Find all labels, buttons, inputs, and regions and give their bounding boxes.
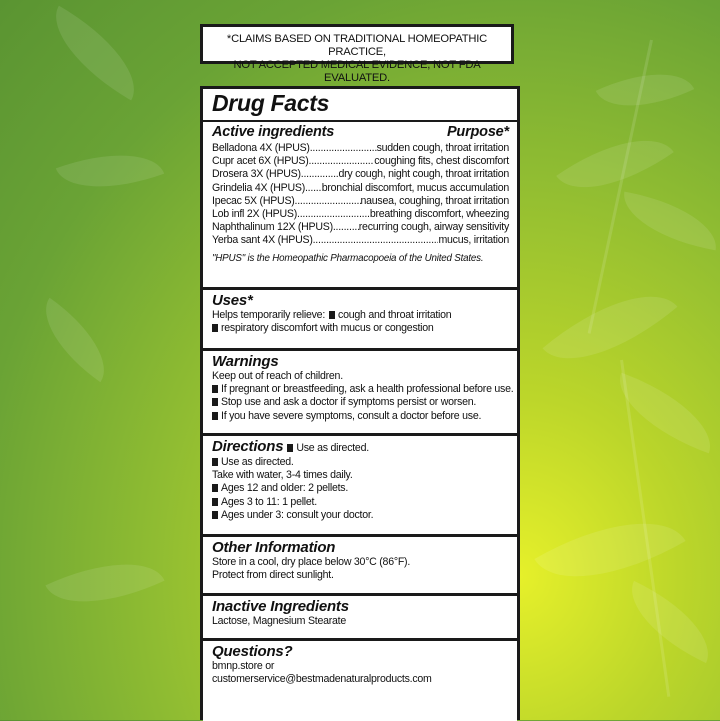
directions-section — [203, 436, 517, 534]
disclaimer-line: NOT ACCEPTED MEDICAL EVIDENCE, NOT FDA EVALUATED. — [233, 59, 481, 84]
ingredient-row — [212, 195, 509, 208]
inactive-text: Lactose, Magnesium Stearate — [212, 615, 346, 627]
direction-item: Ages under 3: consult your doctor. — [212, 509, 509, 522]
direction-item: Ages 12 and older: 2 pellets. — [212, 482, 509, 495]
disclaimer-box — [200, 24, 514, 84]
leader-dots — [301, 168, 339, 181]
ingredient-name: Ipecac 5X (HPUS) — [212, 194, 295, 207]
leaf-shape — [534, 489, 685, 611]
ingredient-row — [212, 221, 509, 234]
leader-dots — [333, 221, 359, 234]
ingredient-name: Cupr acet 6X (HPUS) — [212, 155, 309, 168]
disclaimer-line: *CLAIMS BASED ON TRADITIONAL HOMEOPATHIC PRACTICE, — [226, 33, 488, 58]
leader-dots — [297, 208, 370, 221]
uses-heading: Uses* — [212, 292, 253, 309]
questions-line: bmnp.store or — [212, 660, 275, 672]
inactive-heading: Inactive Ingredients — [212, 598, 349, 615]
uses-section — [203, 290, 517, 348]
purpose-label: Purpose* — [446, 124, 509, 140]
direction-item: Ages 3 to 11: 1 pellet. — [212, 496, 509, 509]
ingredient-name: Grindelia 4X (HPUS) — [212, 181, 305, 194]
directions-line: Use as directed. — [212, 456, 509, 469]
active-ingredients-label: Active ingredients — [212, 124, 335, 140]
leader-dots — [313, 234, 439, 247]
directions-list — [212, 482, 509, 522]
ingredient-purpose: coughing fits, chest discomfort — [374, 155, 509, 168]
other-info-section — [203, 537, 517, 593]
leader-dots — [310, 142, 377, 155]
other-info-line: Protect from direct sunlight. — [212, 569, 334, 582]
drug-facts-panel — [200, 86, 520, 720]
leaf-shape — [56, 134, 164, 208]
uses-item: cough and throat irritation — [338, 309, 452, 321]
ingredient-name: Yerba sant 4X (HPUS) — [212, 234, 313, 247]
ingredient-row — [212, 155, 509, 168]
ingredient-purpose: mucus, irritation — [438, 234, 509, 247]
warnings-heading: Warnings — [212, 353, 279, 370]
bullet-icon — [329, 311, 335, 319]
ingredient-row — [212, 168, 509, 181]
uses-line — [212, 309, 509, 322]
ingredient-name: Drosera 3X (HPUS) — [212, 168, 301, 181]
questions-section — [203, 641, 517, 721]
leaf-shape — [27, 298, 124, 382]
ingredients-list — [212, 142, 509, 248]
ingredient-purpose: bronchial discomfort, mucus accumulation — [321, 181, 509, 194]
directions-heading: Directions — [212, 438, 284, 455]
uses-intro: Helps temporarily relieve: — [212, 309, 326, 321]
leaf-shape — [617, 192, 720, 251]
questions-heading: Questions? — [212, 643, 293, 660]
directions-inline: Use as directed. — [296, 442, 369, 454]
leaf-shape — [45, 539, 164, 627]
other-info-line: Store in a cool, dry place below 30°C (86°F). — [212, 556, 411, 568]
bullet-icon — [287, 444, 293, 452]
drug-facts-title: Drug Facts — [212, 90, 330, 116]
leader-dots — [305, 182, 322, 195]
warnings-intro: Keep out of reach of children. — [212, 370, 343, 382]
warnings-list — [212, 383, 514, 423]
title-divider — [203, 120, 517, 122]
uses-item: respiratory discomfort with mucus or congestion — [212, 322, 509, 335]
warning-item: If you have severe symptoms, consult a doctor before use. — [212, 410, 509, 423]
directions-line: Take with water, 3-4 times daily. — [212, 469, 353, 482]
leaf-shape — [543, 265, 678, 391]
other-info-heading: Other Information — [212, 539, 336, 556]
inactive-section — [203, 596, 517, 638]
drug-facts-section — [203, 89, 517, 287]
ingredient-purpose: sudden cough, throat irritation — [376, 142, 509, 154]
active-ingredients-header — [212, 124, 509, 141]
ingredient-name: Belladona 4X (HPUS) — [212, 142, 310, 154]
ingredient-row — [212, 208, 509, 221]
hpus-note: "HPUS" is the Homeopathic Pharmacopoeia of the United States. — [212, 252, 484, 264]
ingredient-purpose: dry cough, night cough, throat irritation — [338, 168, 509, 181]
leader-dots — [295, 195, 361, 208]
ingredient-purpose: nausea, coughing, throat irritation — [360, 194, 509, 207]
warning-item: Stop use and ask a doctor if symptoms persist or worsen. — [212, 396, 509, 409]
ingredient-name: Naphthalinum 12X (HPUS) — [212, 221, 333, 234]
warnings-section — [203, 351, 517, 433]
leaf-shape — [36, 6, 154, 101]
ingredient-purpose: breathing discomfort, wheezing — [369, 208, 509, 221]
leader-dots — [309, 155, 375, 168]
contact-email: customerservice@bestmadenaturalproducts.com — [212, 673, 432, 686]
ingredient-row — [212, 234, 509, 247]
leaf-shape — [615, 581, 720, 663]
directions-heading-row — [212, 438, 509, 456]
ingredient-purpose: recurring cough, airway sensitivity — [358, 221, 509, 234]
ingredient-row — [212, 142, 509, 155]
ingredient-name: Lob infl 2X (HPUS) — [212, 208, 297, 221]
warning-item: If pregnant or breastfeeding, ask a health professional before use. — [212, 383, 509, 396]
ingredient-row — [212, 182, 509, 195]
